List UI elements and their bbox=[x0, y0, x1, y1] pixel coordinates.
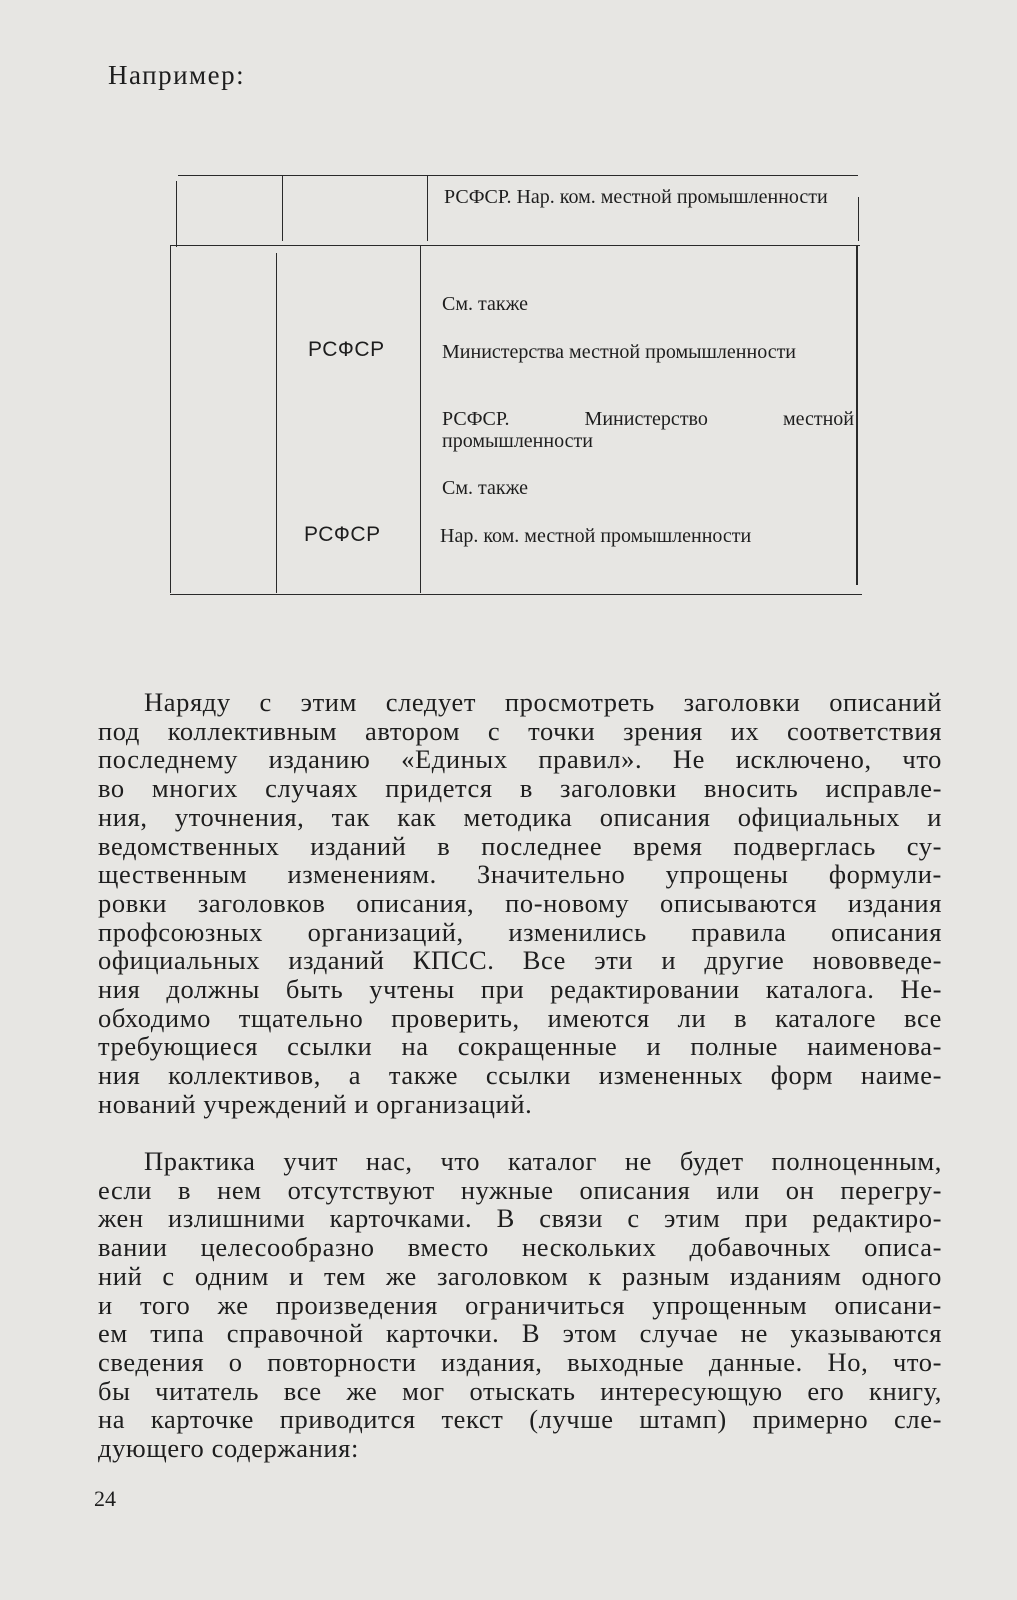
text-line: ния должны быть учтены при редактировании каталога. Не- bbox=[98, 974, 942, 1005]
card2-entry-2: РСФСР. Министерство местной промышленности bbox=[442, 408, 854, 452]
card1-left-border bbox=[176, 181, 177, 247]
text-line: жен излишними карточками. В связи с этим при редактиро- bbox=[98, 1203, 942, 1234]
text-line: щественным изменениям. Значительно упрощены формули- bbox=[98, 859, 942, 890]
text-line: ведомственных изданий в последнее время подверглась су- bbox=[98, 830, 942, 861]
intro-label: Например: bbox=[108, 60, 246, 90]
card2-right-border bbox=[856, 245, 858, 585]
card2-left-border bbox=[170, 245, 171, 593]
card2-see-also-2: См. также bbox=[442, 477, 529, 499]
text-line: и того же произведения ограничиться упрощенным описани- bbox=[98, 1289, 942, 1320]
text-line: Практика учит нас, что каталог не будет полноценным, bbox=[144, 1146, 942, 1176]
card2-heading-1: РСФСР bbox=[308, 338, 385, 361]
text-line: ния, уточнения, так как методика описания официальных и bbox=[98, 801, 942, 832]
text-line: если в нем отсутствуют нужные описания или он перегру- bbox=[98, 1174, 942, 1205]
text-line: профсоюзных организаций, изменились правила описания bbox=[98, 916, 942, 947]
card2-see-also-1: См. также bbox=[442, 293, 529, 315]
card2-top-border bbox=[170, 245, 860, 246]
text-line: Наряду с этим следует просмотреть заголовки описаний bbox=[144, 687, 942, 717]
text-line: бы читатель все же мог отыскать интересующую его книгу, bbox=[98, 1375, 942, 1406]
card1-right-border bbox=[858, 197, 859, 241]
text-line: последнему изданию «Единых правил». Не исключено, что bbox=[98, 744, 942, 775]
card1-top-border bbox=[178, 175, 858, 176]
card2-heading-2: РСФСР bbox=[304, 523, 381, 546]
card2-heading-column-line bbox=[276, 253, 277, 593]
card1-heading-column-line bbox=[282, 175, 283, 241]
paragraph-1 bbox=[98, 688, 942, 1119]
text-line: официальных изданий КПСС. Все эти и другие нововведе- bbox=[98, 945, 942, 976]
text-line: нований учреждений и организаций. bbox=[98, 1088, 533, 1119]
text-line: под коллективным автором с точки зрения их соответствия bbox=[98, 715, 942, 746]
card2-bottom-border bbox=[170, 594, 862, 595]
text-line: на карточке приводится текст (лучше штамп) примерно сле- bbox=[98, 1404, 942, 1435]
card2-entry-1: Министерства местной промышленности bbox=[442, 341, 797, 363]
text-line: вании целесообразно вместо нескольких добавочных описа- bbox=[98, 1232, 942, 1263]
text-line: ний с одним и тем же заголовком к разным изданиям одного bbox=[98, 1260, 942, 1291]
card2-text-column-line bbox=[420, 245, 421, 593]
card1-entry: РСФСР. Нар. ком. местной промышленности bbox=[444, 186, 828, 208]
card2-entry-3: Нар. ком. местной промышленности bbox=[440, 525, 752, 547]
text-line: обходимо тщательно проверить, имеются ли в каталоге все bbox=[98, 1002, 942, 1033]
text-line: ния коллективов, а также ссылки измененных форм наиме- bbox=[98, 1060, 942, 1091]
card1-text-column-line bbox=[427, 175, 428, 241]
page-number: 24 bbox=[94, 1486, 116, 1511]
catalog-cards-figure bbox=[170, 175, 878, 613]
text-line: ем типа справочной карточки. В этом случае не указываются bbox=[98, 1318, 942, 1349]
text-line: требующиеся ссылки на сокращенные и полные наименова- bbox=[98, 1031, 942, 1062]
text-line: ровки заголовков описания, по-новому описываются издания bbox=[98, 887, 942, 918]
text-line: дующего содержания: bbox=[98, 1433, 359, 1464]
paragraph-2 bbox=[98, 1147, 942, 1463]
text-line: во многих случаях придется в заголовки вносить исправле- bbox=[98, 773, 942, 804]
text-line: сведения о повторности издания, выходные данные. Но, что- bbox=[98, 1346, 942, 1377]
